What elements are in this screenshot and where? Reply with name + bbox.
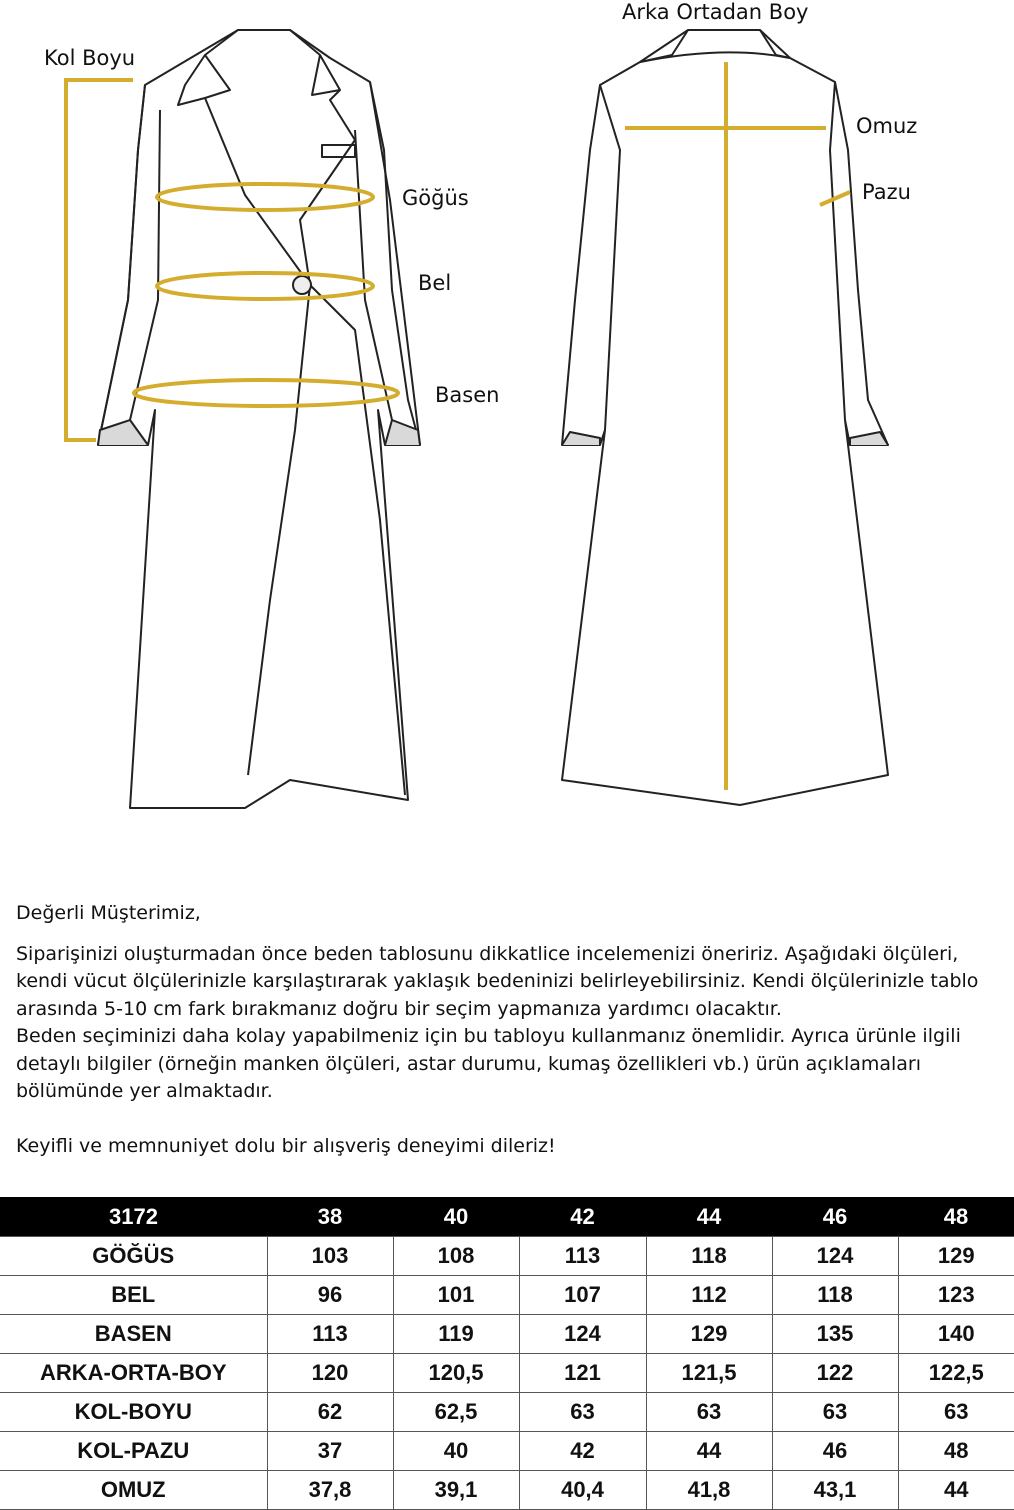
table-cell: 62 [267, 1393, 393, 1432]
table-header-row [0, 1197, 1014, 1237]
table-cell: 124 [519, 1315, 646, 1354]
note-closing: Keyifli ve memnuniyet dolu bir alışveriş deneyimi dileriz! [16, 1134, 556, 1157]
table-cell: 113 [519, 1237, 646, 1276]
table-cell: 37,8 [267, 1471, 393, 1510]
table-cell: 120,5 [393, 1354, 519, 1393]
table-cell: 39,1 [393, 1471, 519, 1510]
label-bel: Bel [418, 271, 452, 295]
table-cell: 135 [772, 1315, 898, 1354]
table-cell: 44 [646, 1432, 772, 1471]
row-label: KOL-PAZU [0, 1432, 267, 1471]
row-label: BEL [0, 1276, 267, 1315]
table-cell: 63 [772, 1393, 898, 1432]
header-size: 48 [898, 1197, 1014, 1237]
table-cell: 118 [772, 1276, 898, 1315]
note-paragraph-1: Siparişinizi oluşturmadan önce beden tablosunu dikkatlice incelemenizi öneririz. Aşağıdaki ölçüleri, kendi vücut ölçülerinizle karşılaştırarak yaklaşık bedeninizi belirleyebilirsiniz. Kendi ölçülerinizle tablo arasında 5-10 cm fark bırakmanız doğru bir seçim yapmanıza yardımcı olacaktır. [16, 942, 979, 1020]
table-cell: 123 [898, 1276, 1014, 1315]
row-label: GÖĞÜS [0, 1237, 267, 1276]
row-label: BASEN [0, 1315, 267, 1354]
header-size: 38 [267, 1197, 393, 1237]
table-cell: 40,4 [519, 1471, 646, 1510]
table-row [0, 1237, 1014, 1276]
label-gogus: Göğüs [402, 186, 469, 210]
label-basen: Basen [435, 383, 500, 407]
table-cell: 42 [519, 1432, 646, 1471]
table-cell: 96 [267, 1276, 393, 1315]
table-cell: 48 [898, 1432, 1014, 1471]
row-label: ARKA-ORTA-BOY [0, 1354, 267, 1393]
front-coat [98, 30, 420, 808]
table-row [0, 1354, 1014, 1393]
table-cell: 124 [772, 1237, 898, 1276]
table-cell: 129 [646, 1315, 772, 1354]
header-size: 44 [646, 1197, 772, 1237]
table-cell: 103 [267, 1237, 393, 1276]
row-label: KOL-BOYU [0, 1393, 267, 1432]
table-cell: 37 [267, 1432, 393, 1471]
table-cell: 107 [519, 1276, 646, 1315]
table-row [0, 1432, 1014, 1471]
table-cell: 108 [393, 1237, 519, 1276]
table-cell: 63 [898, 1393, 1014, 1432]
label-omuz: Omuz [856, 114, 918, 138]
header-size: 42 [519, 1197, 646, 1237]
table-row [0, 1276, 1014, 1315]
table-cell: 122 [772, 1354, 898, 1393]
table-cell: 101 [393, 1276, 519, 1315]
table-cell: 129 [898, 1237, 1014, 1276]
table-row [0, 1393, 1014, 1432]
table-cell: 119 [393, 1315, 519, 1354]
label-kol-boyu: Kol Boyu [44, 46, 136, 70]
label-pazu: Pazu [862, 180, 911, 204]
table-cell: 121 [519, 1354, 646, 1393]
table-cell: 118 [646, 1237, 772, 1276]
table-cell: 43,1 [772, 1471, 898, 1510]
table-cell: 63 [646, 1393, 772, 1432]
header-size: 40 [393, 1197, 519, 1237]
header-model-code: 3172 [0, 1197, 267, 1237]
table-cell: 40 [393, 1432, 519, 1471]
size-chart-table [0, 1197, 1014, 1510]
table-cell: 44 [898, 1471, 1014, 1510]
label-arka-ortadan-boy: Arka Ortadan Boy [622, 0, 809, 24]
table-cell: 63 [519, 1393, 646, 1432]
table-cell: 62,5 [393, 1393, 519, 1432]
table-cell: 140 [898, 1315, 1014, 1354]
note-paragraph-2: Beden seçiminizi daha kolay yapabilmeniz için bu tabloyu kullanmanız önemlidir. Ayrıca ürünle ilgili detaylı bilgiler (örneğin manken ölçüleri, astar durumu, kumaş özellikleri vb.) ürün açıklamaları bölümünde yer almaktadır. [16, 1025, 961, 1102]
table-row [0, 1315, 1014, 1354]
table-cell: 112 [646, 1276, 772, 1315]
table-cell: 120 [267, 1354, 393, 1393]
row-label: OMUZ [0, 1471, 267, 1510]
table-cell: 46 [772, 1432, 898, 1471]
header-size: 46 [772, 1197, 898, 1237]
customer-note [16, 900, 1001, 1160]
table-cell: 113 [267, 1315, 393, 1354]
note-greeting: Değerli Müşterimiz, [16, 902, 201, 924]
table-cell: 121,5 [646, 1354, 772, 1393]
table-row [0, 1471, 1014, 1510]
table-cell: 122,5 [898, 1354, 1014, 1393]
table-cell: 41,8 [646, 1471, 772, 1510]
